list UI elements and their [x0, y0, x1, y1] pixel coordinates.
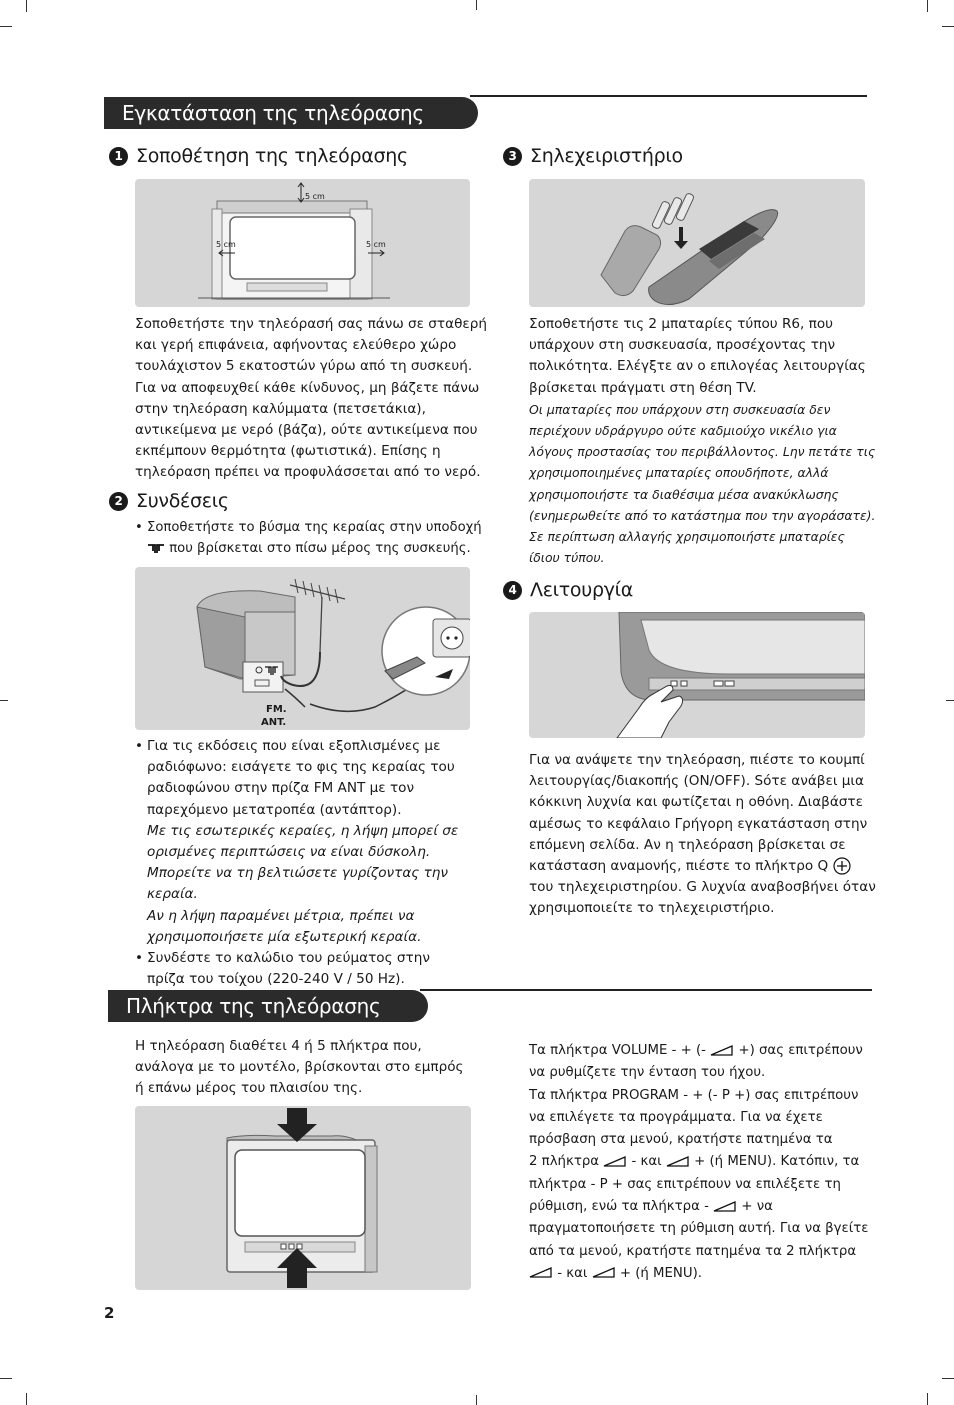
tv-keys-figure	[135, 1106, 471, 1290]
connections-bullet-1	[135, 517, 495, 559]
text-line: παρεχόμενο μετατροπέα (αντάπτορ).	[147, 801, 402, 818]
text-line: Σοποθετήστε την τηλεόρασή σας πάνω σε σταθερή	[135, 316, 487, 332]
tv-clearance-figure	[135, 179, 470, 307]
program-plus-button-icon	[833, 857, 851, 875]
crop-mark	[942, 26, 954, 27]
crop-mark	[0, 700, 8, 701]
text-line: στην τηλεόραση καλύμματα (πετσετάκια),	[135, 400, 426, 417]
text-line: Σε περίπτωση αλλαγής χρησιμοποιήστε μπαταρίες	[529, 529, 845, 545]
text-line	[529, 1151, 889, 1173]
text-line: του τηλεχειριστηρίου. G λυχνία αναβοσβήνει όταν	[529, 879, 876, 896]
ant-label: ANT.	[261, 717, 287, 728]
volume-wedge-icon	[666, 1156, 690, 1167]
page-number: 2	[104, 1304, 115, 1322]
step-number-2: 2	[109, 492, 128, 511]
fm-label: FM.	[266, 704, 287, 715]
text-line: επόμενη σελίδα. Αν η τηλεόραση βρίσκεται σε	[529, 836, 846, 853]
text-line	[529, 1263, 889, 1285]
text-line: ορισμένες περιπτώσεις να είναι δύσκολη.	[147, 844, 431, 861]
step-number-3: 3	[503, 147, 522, 166]
text-span: ρύθμιση, ενώ τα πλήκτρα -	[529, 1199, 709, 1215]
text-line: Τα πλήκτρα PROGRAM - + (- P +) σας επιτρέπουν	[529, 1087, 859, 1103]
text-span: Τα πλήκτρα VOLUME - + (-	[529, 1043, 706, 1058]
remote-text	[529, 314, 889, 568]
crop-mark	[942, 1378, 954, 1379]
text-line: και γερή επιφάνεια, αφήνοντας ελεύθερο χώρο	[135, 337, 457, 354]
text-span: - και	[631, 1154, 662, 1170]
text-line: Η τηλεόραση διαθέτει 4 ή 5 πλήκτρα που,	[135, 1038, 422, 1054]
remote-heading	[503, 145, 683, 167]
clearance-left-label: 5 cm	[216, 240, 236, 249]
text-span: + (ή MENU). Κατόπιν, τα	[694, 1154, 860, 1170]
crop-mark	[26, 1393, 27, 1405]
clearance-top-label: 5 cm	[305, 192, 325, 201]
text-line: πολικότητα. Ελέγξτε αν ο επιλογέας λειτουργίας	[529, 358, 866, 375]
volume-wedge-icon	[529, 1267, 553, 1278]
text-line: Με τις εσωτερικές κεραίες, η λήψη μπορεί σε	[147, 822, 459, 839]
crop-mark	[476, 1395, 477, 1405]
section-rule	[420, 989, 872, 991]
text-span: 2 πλήκτρα	[529, 1154, 600, 1170]
text-line: εκπέμπουν θερμότητα (φωτιστικά). Επίσης η	[135, 443, 441, 460]
text-line: ανάλογα με το μοντέλο, βρίσκονται στο εμπρός	[135, 1059, 464, 1076]
volume-wedge-icon	[592, 1267, 616, 1278]
crop-mark	[946, 700, 954, 701]
connections-title: Συνδέσεις	[136, 490, 229, 512]
text-line: (ενημερωθείτε από το κατάστημα που την αγοράσατε).	[529, 507, 876, 523]
keys-intro-text	[135, 1036, 495, 1100]
crop-mark	[927, 1393, 928, 1405]
text-line: ραδιόφωνο: εισάγετε το φις της κεραίας του	[147, 759, 455, 776]
operation-text	[529, 750, 889, 920]
keys-description	[529, 1040, 889, 1285]
text-span: - και	[557, 1265, 588, 1281]
text-line: πλήκτρα - P + σας επιτρέπουν να επιλέξετε τη	[529, 1176, 841, 1192]
text-line: Μπορείτε να τη βελτιώσετε γυρίζοντας την κεραία.	[147, 865, 448, 903]
text-line: Σοποθετήστε τις 2 μπαταρίες τύπου R6, που	[529, 316, 834, 332]
text-line: τηλεόραση πρέπει να προφυλάσσεται από το νερό.	[135, 464, 481, 481]
step-number-1: 1	[109, 147, 128, 166]
section-rule	[470, 95, 867, 97]
text-line: βρίσκεται πράγματι στη θέση TV.	[529, 379, 757, 396]
antenna-connection-figure	[135, 567, 470, 730]
clearance-right-label: 5 cm	[366, 240, 386, 249]
text-line	[529, 1040, 889, 1062]
text-span: + (ή MENU).	[619, 1265, 703, 1281]
volume-wedge-icon	[713, 1201, 737, 1212]
antenna-socket-icon	[147, 542, 165, 554]
text-line: • Συνδέστε το καλώδιο του ρεύματος στην	[135, 948, 495, 969]
text-line: πραγματοποιήσετε τη ρύθμιση αυτή. Για να βγείτε	[529, 1221, 869, 1237]
text-span: +) σας επιτρέπουν	[738, 1043, 863, 1058]
section-title-installation: Εγκατάσταση της τηλεόρασης	[104, 97, 478, 129]
text-line: Οι μπαταρίες που υπάρχουν στη συσκευασία δεν	[529, 401, 831, 417]
text-span: που βρίσκεται στο πίσω μέρος της συσκευής.	[169, 541, 471, 557]
text-span: κατάσταση αναμονής, πιέστε το πλήκτρο Q	[529, 858, 829, 875]
crop-mark	[26, 0, 27, 12]
text-line: • Για τις εκδόσεις που είναι εξοπλισμένες με	[135, 736, 495, 757]
text-line: αμέσως το κεφάλαιο Γρήγορη εγκατάσταση στην	[529, 815, 868, 832]
text-line: χρησιμοποιείτε το τηλεχειριστήριο.	[529, 900, 775, 917]
volume-wedge-icon	[603, 1156, 627, 1167]
text-line: λειτουργίας/διακοπής (ON/OFF). Sότε ανάβει μια	[529, 773, 864, 790]
section-title-tv-keys: Πλήκτρα της τηλεόρασης	[108, 990, 428, 1022]
text-line: ίδιου τύπου.	[529, 550, 605, 566]
text-line: Για να αποφευχθεί κάθε κίνδυνος, μη βάζετε πάνω	[135, 379, 480, 396]
text-line: ραδιοφώνου στην πρίζα FM ANT με τον	[147, 780, 415, 797]
operation-title: Λειτουργία	[530, 579, 634, 601]
text-line: Αν η λήψη παραμένει μέτρια, πρέπει να	[147, 907, 415, 924]
text-line: • Σοποθετήστε το βύσμα της κεραίας στην υποδοχή	[135, 517, 495, 538]
crop-mark	[0, 26, 12, 27]
remote-title: Σηλεχειριστήριο	[530, 145, 683, 167]
text-line: από τα μενού, κρατήστε πατημένα τα 2 πλήκτρα	[529, 1243, 857, 1259]
text-line	[529, 1196, 889, 1218]
text-line: να επιλέγετε τα προγράμματα. Για να έχετε	[529, 1109, 823, 1125]
text-line: χρησιμοποιημένες μπαταρίες οπουδήποτε, αλλά	[529, 465, 829, 481]
text-line: κόκκινη λυχνία και φωτίζεται η οθόνη. Διαβάστε	[529, 794, 863, 811]
text-line: χρησιμοποιήστε τα διαθέσιμα μέσα ανακύκλωσης	[529, 486, 839, 502]
step-number-4: 4	[503, 581, 522, 600]
text-line: να ρυθμίζετε την ένταση του ήχου.	[529, 1065, 766, 1081]
operation-heading	[503, 579, 633, 601]
text-line: περιέχουν υδράργυρο ούτε καδμιούχο νικέλιο για	[529, 423, 837, 439]
text-line: τουλάχιστον 5 εκατοστών γύρω από τη συσκευή.	[135, 358, 473, 375]
text-line: λόγους προστασίας του περιβάλλοντος. Lην πετάτε τις	[529, 444, 876, 460]
crop-mark	[476, 0, 477, 10]
text-line: αντικείμενα με νερό (βάζα), ούτε αντικείμενα που	[135, 422, 478, 439]
text-line	[135, 538, 495, 559]
text-line	[529, 856, 889, 877]
volume-wedge-icon	[710, 1045, 734, 1056]
text-line: υπάρχουν στη συσκευασία, προσέχοντας την	[529, 337, 836, 354]
remote-batteries-figure	[529, 179, 865, 307]
connections-heading	[109, 490, 229, 512]
text-line: χρησιμοποιήσετε μία εξωτερική κεραία.	[147, 928, 422, 945]
crop-mark	[0, 1378, 12, 1379]
placement-heading	[109, 145, 408, 167]
text-line: πρόσβαση στα μενού, κρατήστε πατημένα τα	[529, 1132, 833, 1148]
text-span: + να	[741, 1199, 773, 1215]
crop-mark	[927, 0, 928, 12]
power-button-figure	[529, 612, 865, 738]
text-line: ή επάνω μέρος του πλαισίου της.	[135, 1080, 363, 1097]
placement-title: Σοποθέτηση της τηλεόρασης	[136, 145, 408, 167]
text-line: πρίζα του τοίχου (220-240 V / 50 Hz).	[147, 971, 405, 988]
connections-bullet-2	[135, 736, 495, 990]
text-line: Για να ανάψετε την τηλεόραση, πιέστε το κουμπί	[529, 752, 865, 768]
placement-text	[135, 314, 495, 484]
